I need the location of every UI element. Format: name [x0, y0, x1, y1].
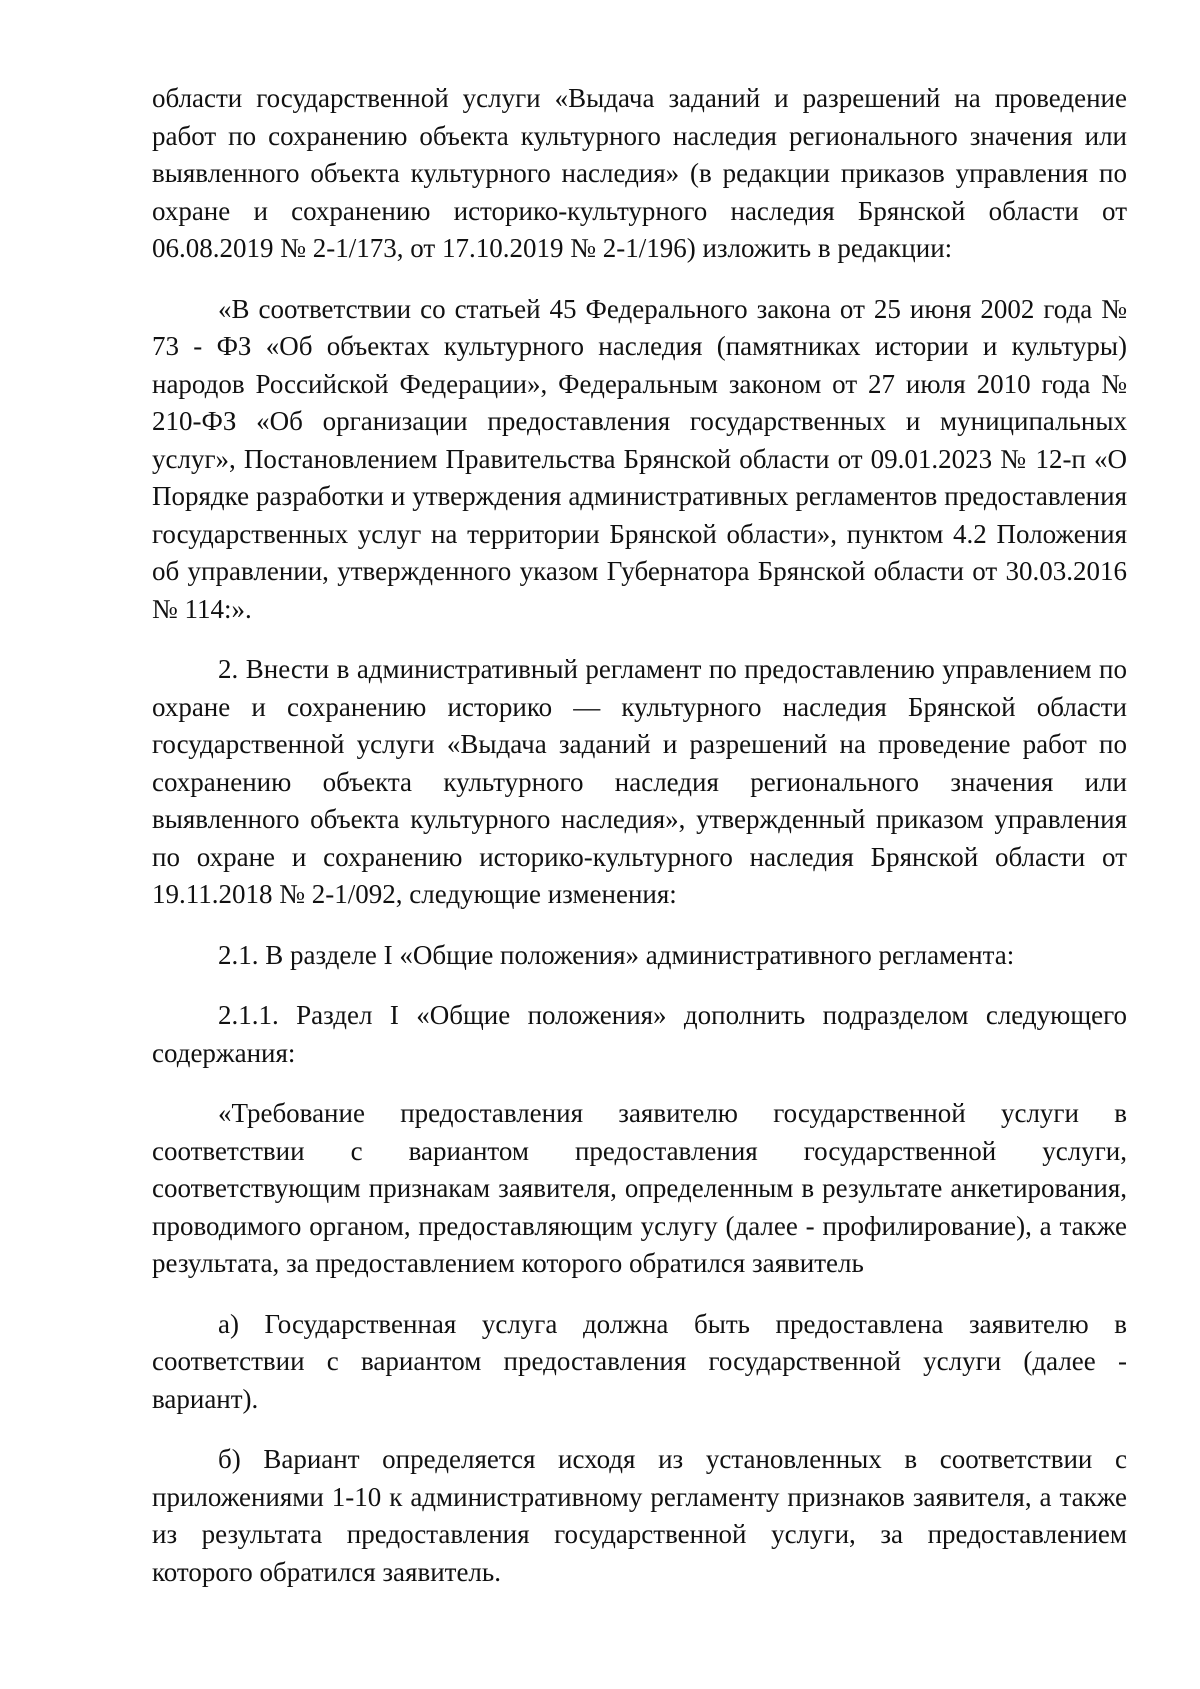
paragraph-requirement-quote: «Требование предоставления заявителю государственной услуги в соответствии с вариантом предоставления государственной услуги, соответствующим признакам заявителя, определенным в результате анкетирования, проводимого органом, предоставляющим услугу (далее - профилирование), а также результата, за предоставлением которого обратился заявитель	[152, 1098, 1127, 1278]
paragraph-item-2-1-1: 2.1.1. Раздел I «Общие положения» дополнить подразделом следующего содержания:	[152, 1000, 1127, 1068]
document-body	[152, 80, 1127, 1614]
paragraph-item-2: 2. Внести в административный регламент по предоставлению управлением по охране и сохранению историко — культурного наследия Брянской области государственной услуги «Выдача заданий и разрешений на проведение работ по сохранению объекта культурного наследия регионального значения или выявленного объекта культурного наследия», утвержденный приказом управления по охране и сохранению историко-культурного наследия Брянской области от 19.11.2018 № 2-1/092, следующие изменения:	[152, 654, 1127, 909]
paragraph-service-title-continuation: области государственной услуги «Выдача заданий и разрешений на проведение работ по сохранению объекта культурного наследия регионального значения или выявленного объекта культурного наследия» (в редакции приказов управления по охране и сохранению историко-культурного наследия Брянской области от 06.08.2019 № 2-1/173, от 17.10.2019 № 2-1/196) изложить в редакции:	[152, 83, 1127, 263]
paragraph-legal-basis-quote: «В соответствии со статьей 45 Федерального закона от 25 июня 2002 года № 73 - ФЗ «Об объектах культурного наследия (памятниках истории и культуры) народов Российской Федерации», Федеральным законом от 27 июля 2010 года № 210-ФЗ «Об организации предоставления государственных и муниципальных услуг», Постановлением Правительства Брянской области от 09.01.2023 № 12-п «О Порядке разработки и утверждения административных регламентов предоставления государственных услуг на территории Брянской области», пунктом 4.2 Положения об управлении, утвержденного указом Губернатора Брянской области от 30.03.2016 № 114:».	[152, 293, 1127, 624]
paragraph-subitem-a: а) Государственная услуга должна быть предоставлена заявителю в соответствии с вариантом предоставления государственной услуги (далее - вариант).	[152, 1308, 1127, 1414]
paragraph-subitem-b: б) Вариант определяется исходя из установленных в соответствии с приложениями 1-10 к административному регламенту признаков заявителя, а также из результата предоставления государственной услуги, за предоставлением которого обратился заявитель.	[152, 1444, 1127, 1587]
paragraph-item-2-1: 2.1. В разделе I «Общие положения» административного регламента:	[218, 939, 1015, 970]
